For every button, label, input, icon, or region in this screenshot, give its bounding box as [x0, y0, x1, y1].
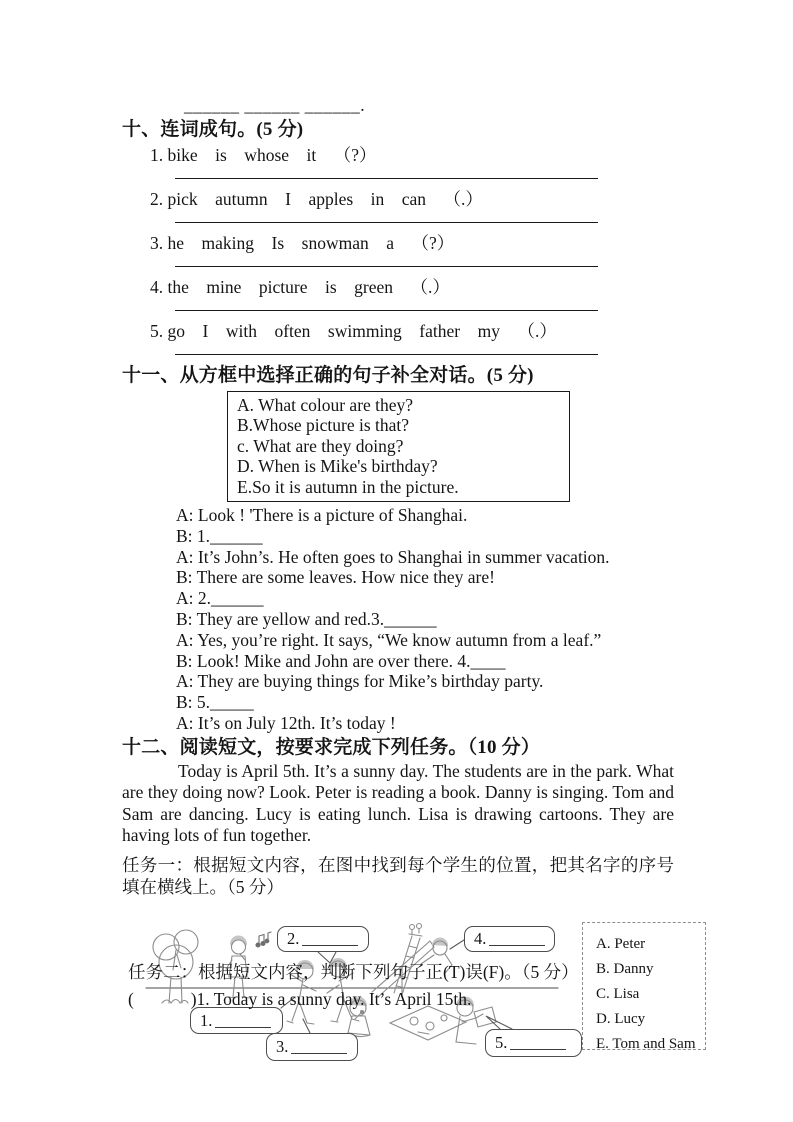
- dialogue-line: A: Look ! 'There is a picture of Shanghai.: [176, 505, 468, 526]
- word-order-words: 3. he making Is snowman a （?）: [150, 233, 455, 253]
- answer-bubble-3: [266, 1033, 358, 1061]
- section-twelve-heading: 十二、阅读短文，按要求完成下列任务。（10 分）: [122, 736, 541, 758]
- music-notes-icon: [256, 932, 271, 947]
- bubble-number: 3.: [276, 1037, 289, 1056]
- word-order-words: 1. bike is whose it （?）: [150, 145, 377, 165]
- word-order-words: 5. go I with often swimming father my （.）: [150, 321, 557, 341]
- bubble-number: 1.: [200, 1010, 213, 1030]
- dialogue-line: B: There are some leaves. How nice they are!: [176, 567, 495, 588]
- name-key-item: B. Danny: [596, 961, 654, 977]
- bubble-number: 4.: [474, 929, 487, 948]
- option-item: D. When is Mike's birthday?: [237, 456, 438, 477]
- section-eleven-heading: 十一、从方框中选择正确的句子补全对话。(5 分): [122, 365, 534, 386]
- name-key-item: C. Lisa: [596, 986, 640, 1002]
- bubble-number: 5.: [495, 1033, 508, 1052]
- word-order-words: 4. the mine picture is green （.）: [150, 277, 450, 297]
- dialogue-line: B: Look! Mike and John are over there. 4.____: [176, 650, 506, 671]
- option-item: c. What are they doing?: [237, 435, 404, 456]
- bubble-blank-line: [510, 1036, 566, 1050]
- bubble-blank-line: [215, 1014, 271, 1028]
- section-ten-heading: 十、连词成句。(5 分): [122, 119, 304, 140]
- bubble-blank-line: [489, 932, 545, 946]
- reading-passage: Today is April 5th. It’s a sunny day. The students are in the park. What are they doing now? Look. Peter is reading a book. Danny is singing. Tom and Sam are dancing. Lucy is eating lunch. Lisa is drawing cartoons. They are having lots of fun together.: [122, 760, 674, 846]
- answer-bubble-2: [277, 926, 369, 952]
- bubble-blank-line: [291, 1040, 347, 1054]
- bubble-blank-line: [302, 932, 358, 946]
- name-key-item: E. Tom and Sam: [596, 1036, 696, 1052]
- name-key-item: A. Peter: [596, 936, 646, 952]
- answer-bubble-5: [485, 1029, 582, 1057]
- dialogue-line: A: It’s on July 12th. It’s today !: [176, 713, 396, 733]
- name-key-box: [582, 922, 706, 1050]
- dialogue-line: A: They are buying things for Mike’s birthday party.: [176, 671, 544, 692]
- answer-bubble-4: [464, 926, 555, 952]
- dialogue-line: B: 5._____: [176, 692, 254, 713]
- dialogue-line: A: Yes, you’re right. It says, “We know autumn from a leaf.”: [176, 629, 602, 650]
- true-false-item: ( )1. Today is a sunny day. It’s April 15th.: [128, 989, 472, 1009]
- dialogue-line: B: They are yellow and red.3.______: [176, 609, 437, 630]
- bubble-number: 2.: [287, 929, 300, 948]
- word-order-words: 2. pick autumn I apples in can （.）: [150, 189, 483, 209]
- option-item: A. What colour are they?: [237, 395, 414, 415]
- option-item: B.Whose picture is that?: [237, 415, 410, 436]
- answer-bubble-1: [190, 1007, 283, 1034]
- task-two-text: 任务二：根据短文内容，判断下列句子正(T)误(F)。（5 分）: [128, 962, 579, 982]
- name-key-item: D. Lucy: [596, 1011, 646, 1027]
- task-one-text: 任务一：根据短文内容，在图中找到每个学生的位置，把其名字的序号填在横线上。（5 分）: [122, 854, 674, 897]
- dialogue-line: B: 1.______: [176, 525, 263, 546]
- picnic-cloth: [390, 1006, 466, 1040]
- top-blank-lines: ______ ______ ______.: [184, 95, 366, 115]
- dialogue-line: A: 2.______: [176, 588, 264, 609]
- dialogue-line: A: It’s John’s. He often goes to Shanghai in summer vacation.: [176, 546, 610, 567]
- option-item: E.So it is autumn in the picture.: [237, 476, 459, 497]
